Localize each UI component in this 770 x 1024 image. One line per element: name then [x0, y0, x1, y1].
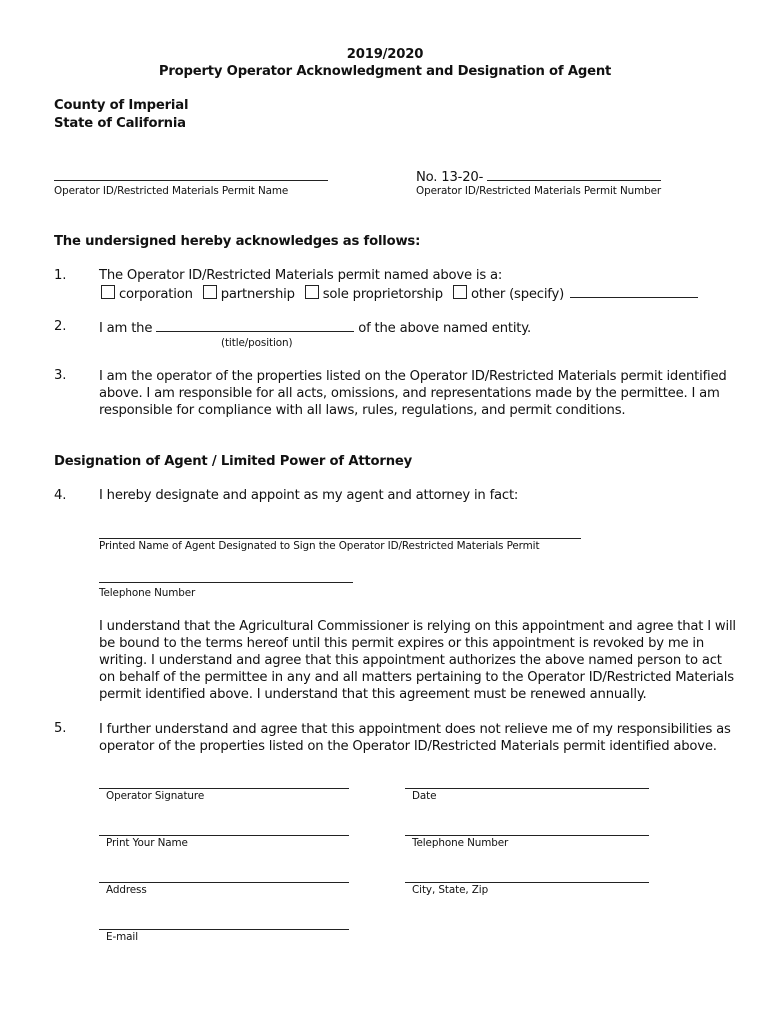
item-2-number: 2.: [54, 319, 67, 334]
agent-name-label: Printed Name of Agent Designated to Sign the Operator ID/Restricted Materials Permit: [99, 540, 540, 552]
county-label: County of Imperial: [54, 98, 189, 113]
item-5-number: 5.: [54, 721, 67, 736]
agent-phone-label: Telephone Number: [99, 587, 196, 599]
item-4-paragraph: I understand that the Agricultural Commissioner is relying on this appointment and agree that I will be bound to the terms hereof until this permit expires or this appointment is revoked by me in writing. I understand and agree that this appointment authorizes the above named person to act on behalf of the permittee in any and all matters pertaining to the Operator ID/Restricted Materials permit identified above. I understand that this agreement must be renewed annually.: [99, 619, 736, 702]
title-position-field[interactable]: [156, 319, 354, 332]
form-year: 2019/2020: [346, 47, 424, 62]
form-title: Property Operator Acknowledgment and Designation of Agent: [158, 64, 612, 79]
email-label: E-mail: [106, 931, 138, 943]
operator-signature-field[interactable]: [99, 788, 349, 789]
item-1-number: 1.: [54, 268, 67, 283]
operator-signature-label: Operator Signature: [106, 790, 205, 802]
address-field[interactable]: [99, 882, 349, 883]
other-specify-field[interactable]: [570, 285, 698, 298]
print-name-label: Print Your Name: [106, 837, 188, 849]
email-field[interactable]: [99, 929, 349, 930]
item-2-text: I am the of the above named entity.: [99, 321, 531, 336]
entity-type-options: [99, 285, 698, 302]
date-field[interactable]: [405, 788, 649, 789]
partnership-checkbox[interactable]: [203, 285, 217, 299]
agent-phone-field[interactable]: [99, 582, 353, 583]
item-3-text: I am the operator of the properties listed on the Operator ID/Restricted Materials permit identified above. I am responsible for all acts, omissions, and representations made by the permittee. I am responsible for compliance with all laws, rules, regulations, and permit conditions.: [99, 369, 727, 418]
partnership-label: partnership: [220, 287, 295, 302]
address-label: Address: [106, 884, 147, 896]
city-state-zip-label: City, State, Zip: [412, 884, 489, 896]
permit-name-label: Operator ID/Restricted Materials Permit Name: [54, 185, 289, 197]
telephone-field[interactable]: [405, 835, 649, 836]
permit-name-field[interactable]: [54, 180, 328, 181]
state-label: State of California: [54, 116, 186, 131]
permit-number-label: Operator ID/Restricted Materials Permit Number: [416, 185, 662, 197]
telephone-label: Telephone Number: [412, 837, 509, 849]
other-label: other (specify): [470, 287, 565, 302]
permit-number-prefix: No. 13-20-: [416, 168, 661, 185]
corporation-checkbox[interactable]: [101, 285, 115, 299]
sole-proprietorship-checkbox[interactable]: [305, 285, 319, 299]
item-4-number: 4.: [54, 488, 67, 503]
agent-name-field[interactable]: [99, 538, 581, 539]
item-5-text: I further understand and agree that this appointment does not relieve me of my responsibilities as operator of the properties listed on the Operator ID/Restricted Materials permit identified above.: [99, 722, 731, 754]
print-name-field[interactable]: [99, 835, 349, 836]
title-position-label: (title/position): [221, 337, 293, 349]
other-checkbox[interactable]: [453, 285, 467, 299]
corporation-label: corporation: [119, 287, 193, 302]
city-state-zip-field[interactable]: [405, 882, 649, 883]
date-label: Date: [412, 790, 437, 802]
item-3-number: 3.: [54, 368, 67, 383]
item-1-text: The Operator ID/Restricted Materials permit named above is a:: [99, 268, 503, 283]
designation-heading: Designation of Agent / Limited Power of Attorney: [54, 454, 413, 469]
permit-number-field[interactable]: [487, 168, 661, 181]
sole-proprietorship-label: sole proprietorship: [322, 287, 443, 302]
acknowledgment-heading: The undersigned hereby acknowledges as follows:: [54, 234, 421, 249]
item-4-text: I hereby designate and appoint as my agent and attorney in fact:: [99, 488, 519, 503]
